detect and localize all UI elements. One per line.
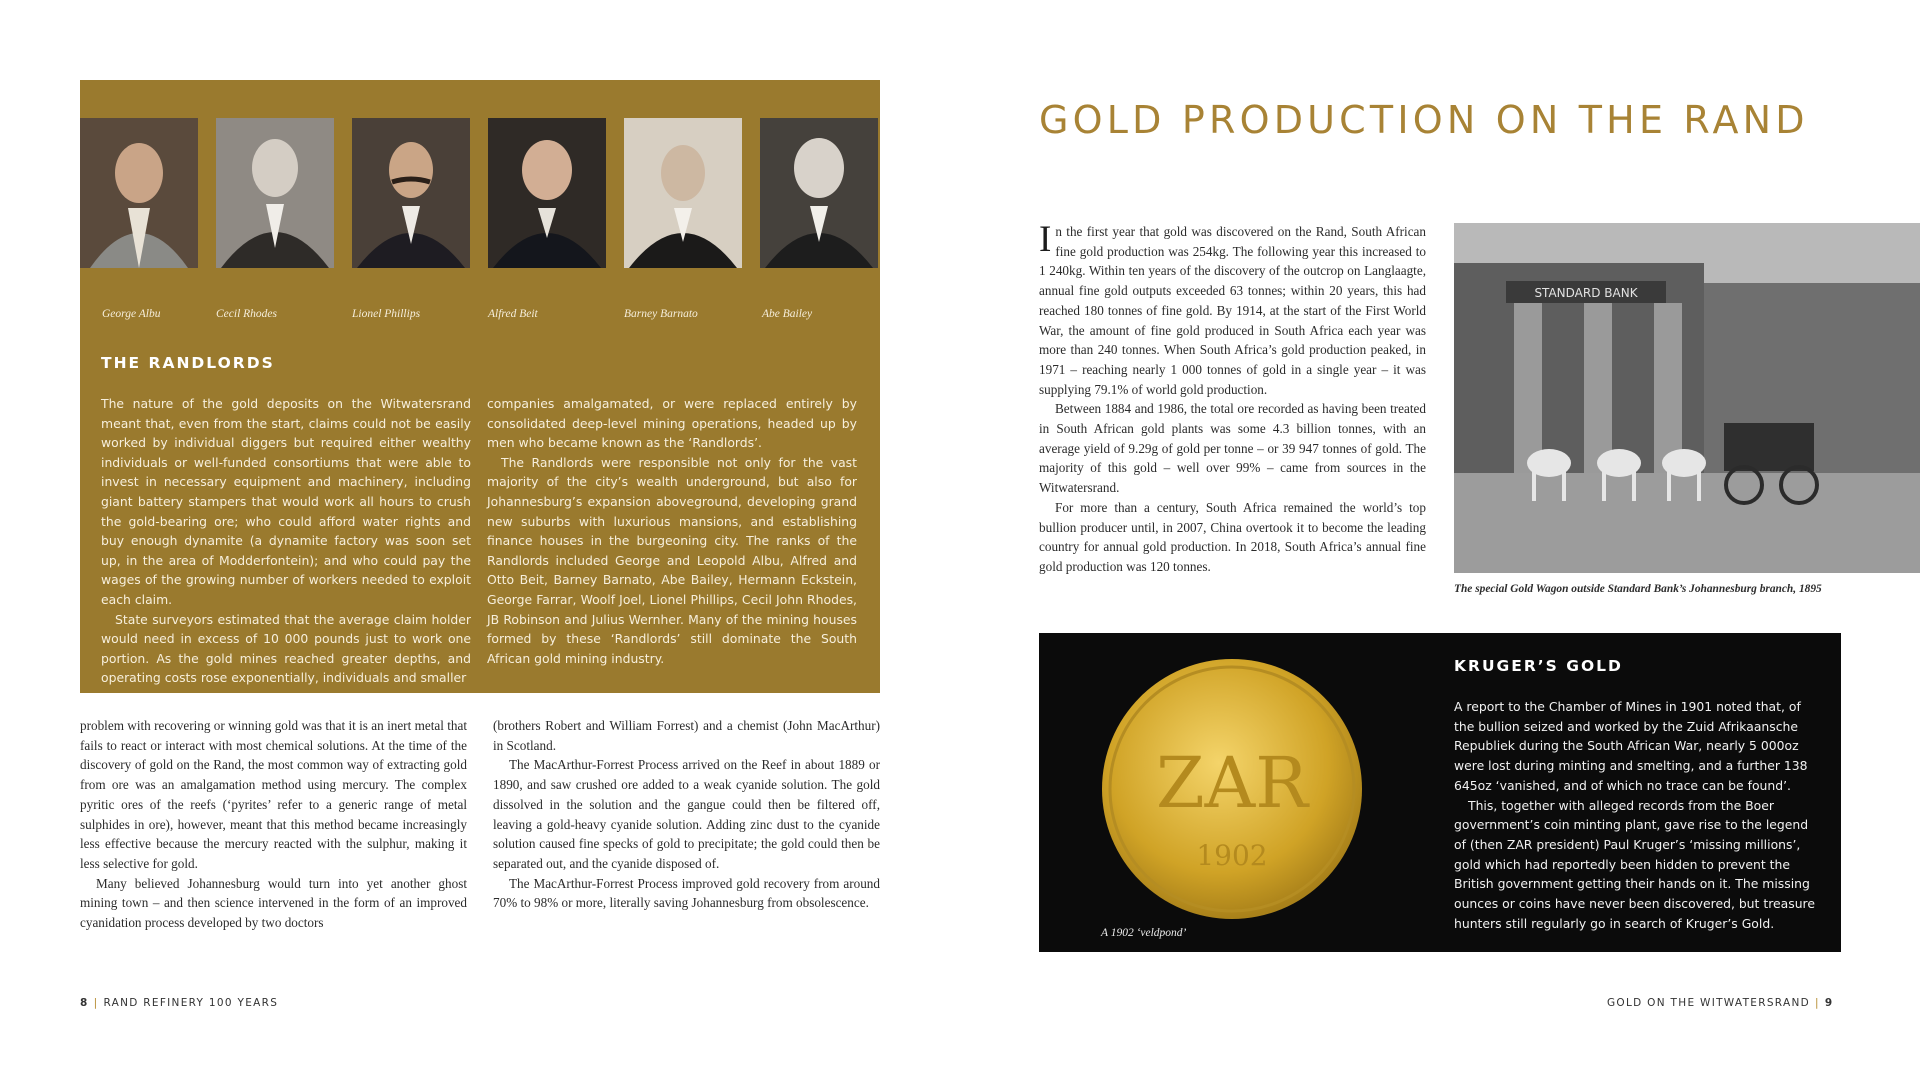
portrait-abe-bailey <box>760 118 878 268</box>
paragraph: The MacArthur-Forrest Process arrived on the Reef in about 1889 or 1890, and saw crushed ore added to a weak cyanide solution. The gold dissolved in the solution and the gangue could then be filtered off, leaving a gold-heavy cyanide solution. Adding zinc dust to the cyanide solution caused fine specks of gold to precipitate; the gold could then be separated out, and the cyanide disposed of. <box>493 757 880 871</box>
caption-barney-barnato: Barney Barnato <box>624 308 698 320</box>
krugers-gold-heading: KRUGER’S GOLD <box>1454 657 1623 675</box>
running-title: GOLD ON THE WITWATERSRAND <box>1607 997 1810 1009</box>
left-footer: 8 | RAND REFINERY 100 YEARS <box>80 997 279 1009</box>
paragraph: State surveyors estimated that the average claim holder would need in excess of 10 000 pounds just to work one portion. As the gold mines reached greater depths, and operating costs rose exponentially, individuals and smaller <box>101 611 471 686</box>
paragraph: companies amalgamated, or were replaced entirely by consolidated deep-level mining operations, headed up by men who became known as the ‘Randlords’. <box>487 396 857 451</box>
paragraph: The nature of the gold deposits on the Witwatersrand meant that, even from the start, claims could not be easily worked by individual diggers but required either wealthy individuals or well-funded consortiums that were able to invest in necessary equipment and machinery, including giant battery stampers that would work all hours to crush the gold-bearing ore; who could afford water rights and buy enough dynamite (a dynamite factory was soon set up, in the area of Modderfontein); and who could pay the wages of the growing number of workers needed to exploit each claim. <box>101 396 471 607</box>
portrait-lionel-phillips <box>352 118 470 268</box>
drop-cap: I <box>1039 219 1052 260</box>
paragraph: The Randlords were responsible not only for the vast majority of the city’s wealth underground, but also for Johannesburg’s expansion aboveground, developing grand new suburbs with luxurious mansions, and establishing finance houses in the burgeoning city. The ranks of the Randlords included George and Leopold Albu, Alfred and Otto Beit, Barney Barnato, Abe Bailey, Hermann Eckstein, George Farrar, Woolf Joel, Lionel Phillips, Cecil John Rhodes, JB Robinson and Julius Wernher. Many of the mining houses formed by these ‘Randlords’ still dominate the South African gold mining industry. <box>487 454 857 666</box>
portrait-row <box>80 118 880 268</box>
running-title: RAND REFINERY 100 YEARS <box>103 997 279 1009</box>
veldpond-coin <box>1098 655 1366 923</box>
caption-abe-bailey: Abe Bailey <box>762 308 813 320</box>
paragraph: The MacArthur-Forrest Process improved gold recovery from around 70% to 98% or more, literally saving Johannesburg from obsolescence. <box>493 875 880 911</box>
paragraph: Many believed Johannesburg would turn into yet another ghost mining town – and then science intervened in the form of an improved cyanidation process developed by two doctors <box>80 875 467 931</box>
coin-year: 1902 <box>1196 839 1268 872</box>
krugers-gold-text <box>1454 697 1819 933</box>
caption-lionel-phillips: Lionel Phillips <box>352 308 421 320</box>
randlords-column-1 <box>101 394 471 688</box>
photo-caption: The special Gold Wagon outside Standard Bank’s Johannesburg branch, 1895 <box>1454 583 1822 595</box>
krugers-gold-box <box>1039 633 1841 952</box>
left-lower-column-1 <box>80 716 467 933</box>
randlords-heading: THE RANDLORDS <box>101 354 275 372</box>
right-footer: GOLD ON THE WITWATERSRAND | 9 <box>1607 997 1834 1009</box>
coin-caption: A 1902 ‘veldpond’ <box>1101 927 1187 939</box>
left-lower-column-2 <box>493 716 880 913</box>
gold-production-body <box>1039 219 1426 577</box>
caption-alfred-beit: Alfred Beit <box>488 308 538 320</box>
paragraph: This, together with alleged records from the Boer government’s coin minting plant, gave rise to the legend of (then ZAR president) Paul Kruger’s ‘missing millions’, gold which had reportedly been hidden to prevent the British government getting their hands on it. The missing ounces or coins have never been discovered, but treasure hunters still regularly go in search of Kruger’s Gold. <box>1454 797 1815 931</box>
portrait-george-albu <box>80 118 198 268</box>
caption-george-albu: George Albu <box>102 308 161 320</box>
paragraph: problem with recovering or winning gold was that it is an inert metal that fails to react or interact with most chemical solutions. At the time of the discovery of gold on the Rand, the most common way of extracting gold from ore was an amalgamation method using mercury. The complex pyritic ores of the reefs (‘pyrites’ refer to a generic range of metal sulphides in ore), however, meant that this method became increasingly less effective because the mercury reacted with the sulphur, making it less selective for gold. <box>80 718 467 871</box>
caption-cecil-rhodes: Cecil Rhodes <box>216 308 277 320</box>
coin-monogram: ZAR <box>1156 742 1308 824</box>
paragraph: A report to the Chamber of Mines in 1901 noted that, of the bullion seized and worked by the Zuid Afrikaansche Republiek during the South African War, nearly 5 000oz were lost during minting and smelting, and a further 138 645oz ‘vanished, and of which no trace can be found’. <box>1454 699 1808 793</box>
portrait-cecil-rhodes <box>216 118 334 268</box>
page-title: GOLD PRODUCTION ON THE RAND <box>1039 98 1809 142</box>
paragraph <box>1039 219 1426 399</box>
photo-sign: STANDARD BANK <box>1534 286 1638 300</box>
gold-wagon-photo <box>1454 223 1920 573</box>
portrait-barney-barnato <box>624 118 742 268</box>
paragraph: (brothers Robert and William Forrest) and a chemist (John MacArthur) in Scotland. <box>493 718 880 753</box>
randlords-panel <box>80 80 880 693</box>
paragraph: Between 1884 and 1986, the total ore recorded as having been treated in South African gold plants was some 4.3 billion tonnes, with an average yield of 9.29g of gold per tonne – or 39 947 tonnes of gold. The majority of this gold – well over 99% – came from sources in the Witwatersrand. <box>1039 401 1426 496</box>
paragraph: For more than a century, South Africa remained the world’s top bullion producer until, in 2007, China overtook it to become the leading country for annual gold production. In 2018, South Africa’s annual fine gold production was 120 tonnes. <box>1039 499 1426 574</box>
page-number: 9 <box>1824 997 1834 1009</box>
paragraph-text: n the first year that gold was discovered on the Rand, South African fine gold production was 254kg. The following year this increased to 1 240kg. Within ten years of the discovery of the outcrop on Langlaagte, annual fine gold outputs exceeded 63 tonnes; within 20 years, this had reached 180 tonnes of fine gold. By 1914, at the start of the First World War, the amount of fine gold produced in South Africa each year was more than 240 tonnes. When South Africa’s gold production peaked, in 1971 – reaching nearly 1 000 tonnes of gold in a single year – it was supplying 79.1% of world gold production. <box>1039 224 1426 397</box>
page-number: 8 <box>80 997 89 1009</box>
randlords-column-2 <box>487 394 857 668</box>
portrait-alfred-beit <box>488 118 606 268</box>
